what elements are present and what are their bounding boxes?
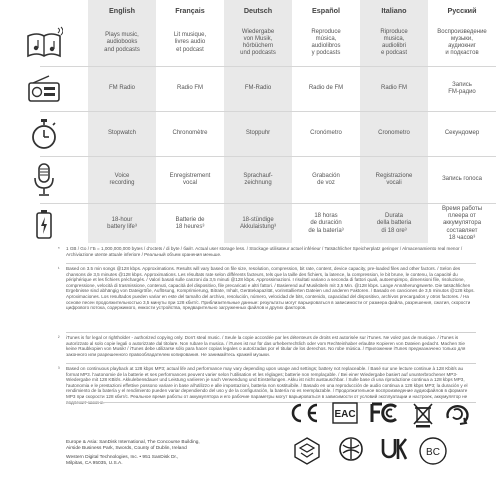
svg-text:BC: BC — [426, 447, 440, 458]
row-stopwatch-italiano: Cronometro — [378, 130, 410, 137]
radio-icon — [0, 67, 88, 111]
row-music-espanol: Reproduce música, audiolibros y podcasts — [311, 28, 341, 57]
row-radio-francais: Radio FM — [176, 85, 203, 92]
row-radio-russian: Запись FM-радио — [448, 81, 476, 95]
row-voice-espanol: Grabación de voz — [312, 172, 340, 186]
row-music-english: Plays music, audiobooks and podcasts — [104, 32, 140, 53]
ce-mark-icon — [288, 402, 320, 424]
row-voice-english: Voice recording — [109, 172, 135, 186]
lang-russian: Русский — [447, 6, 477, 15]
lang-deutsch: Deutsch — [243, 6, 273, 15]
row-battery-russian: Время работы плеера от аккумулятора составляет 18 часов³ — [441, 205, 483, 241]
row-stopwatch-deutsch: Stoppuhr — [245, 130, 271, 137]
bc-mark-icon — [418, 436, 448, 466]
footnote-storage: * 1 GB / Go / ГБ = 1,000,000,000 bytes / d'octets / di byte / байт. Actual user storage less. / Stockage utilisateur actuel inférieur / Tatsächlicher Speicherplatz geringer / Almacenamiento real menor / Archiviazione utente attuale inferiore / Реальный объем хранения меньше. — [58, 246, 463, 257]
music-book-icon — [0, 20, 88, 66]
footnote-divider — [66, 332, 476, 333]
row-battery-espanol: 18 horas de duración de la batería³ — [308, 213, 344, 234]
row-stopwatch-russian: Секундомер — [444, 130, 480, 137]
row-voice-russian: Запись голоса — [442, 176, 482, 183]
recycle-loop-icon — [444, 402, 472, 426]
row-battery-italiano: Durata della batteria di 18 ore³ — [376, 213, 412, 234]
row-voice-deutsch: Sprachauf- zeichnung — [243, 172, 273, 186]
row-music-italiano: Riproduce musica, audiolibri e podcast — [380, 28, 408, 57]
row-music-deutsch: Wiedergabe von Musik, hörbüchern und podcasts — [240, 28, 276, 57]
ppap-mark-icon — [292, 436, 322, 466]
company-address: Europe & Asia: SanDisk International, The Concourse Building, Airside Business Park, Swords, County of Dublin, Ireland Western Digital Technologies, Inc. • 951 SanDisk Dr., Milpitas, CA 95035, U.S.A. — [66, 440, 200, 466]
row-radio-deutsch: FM-Radio — [244, 85, 272, 92]
feature-row-music — [0, 20, 496, 66]
svg-text:EAC: EAC — [334, 409, 356, 420]
row-music-russian: Воспроизведение музыки, аудиокниг и подкастов — [437, 28, 487, 57]
row-radio-italiano: Radio FM — [380, 85, 407, 92]
row-battery-english: 18-hour battery life³ — [107, 216, 137, 230]
green-dot-icon — [338, 436, 364, 462]
fc-mark-icon — [370, 402, 400, 424]
lang-espanol: Español — [312, 6, 340, 15]
lang-francais: Français — [175, 6, 205, 15]
feature-row-voice — [0, 157, 496, 203]
uk-mark-icon — [380, 436, 408, 462]
battery-icon — [0, 204, 88, 244]
microphone-icon — [0, 157, 88, 203]
row-stopwatch-espanol: Cronómetro — [310, 130, 342, 137]
row-stopwatch-english: Stopwatch — [107, 130, 137, 137]
row-battery-francais: Batterie de 18 heures³ — [175, 216, 205, 230]
feature-row-stopwatch — [0, 112, 496, 156]
row-battery-deutsch: 18-stündige Akkulaistung³ — [239, 216, 277, 230]
row-radio-english: FM Radio — [108, 85, 135, 92]
eac-mark-icon — [332, 402, 358, 424]
row-radio-espanol: Radio de FM — [308, 85, 344, 92]
row-stopwatch-francais: Chronomètre — [172, 130, 208, 137]
row-voice-italiano: Registrazione vocali — [375, 172, 413, 186]
feature-row-battery — [0, 204, 496, 244]
stopwatch-icon — [0, 112, 88, 156]
lang-english: English — [109, 6, 135, 15]
footnote-divider — [66, 363, 476, 364]
row-voice-francais: Enregistrement vocal — [169, 172, 211, 186]
footnote-songs: ¹ Based on 3.5 min songs @128 kbps. Approximations. Results will vary based on file size, resolution, compression, bit rate, content, device capacity, pre-loaded files and other factors. / Selon des chansons de 3,5 minutes @128 kbps. Approximations. Les résultats rate selon différents facteurs, tels que la taille des fichiers, la latence, la compression, le bit brune, le contenu, la capacité du périphérique et les fichiers préchargés. / Valori basati sulle canzoni da 3,5 minuti @128 kbps. Approssimazioni. I risultati variano a seconda di fattori quali, autoempimpo, dimensioni file, risoluzione, compressione, velocità di trasmissione, contenuti, capacità del dispositivo, file precaricati e altri fattori. / Basierend auf Musiktiteln mit 3,5 Min. @128 kbps. Lange Annäherungswerte. Die tatsächlichen Ergebnisse sind abhängig von Dateigröße, Auflösung, Komprimierung, Bitrate, Inhalt, Gerätekapazität, vorinstallierten Dateien und anderen Faktoren. / Basado en canciones de 3,5 minutos @128 kbps. Aproximaciones. Los resultados pueden variar en este del tamaño del archivo, resolución, número, velocidad de bits, contenido, capacidad del dispositivo, archivos precargados y otros factores. / На основе песен продолжительностью 3,5 минуты при 128 кбит/с. Приблизительные данные: результаты могут варьироваться в зависимости от размера файла, разрешения, сжатия, скорости цифрового потока, содержимого, емкости устройства, предварительно загруженных файлов и других факторов. — [58, 266, 475, 311]
weee-bin-icon — [412, 402, 434, 428]
feature-row-radio — [0, 67, 496, 111]
row-music-francais: Lit musique, livres audio et podcast — [173, 32, 207, 53]
footnote-battery: ³ Based on continuous playback at 128 kbps MP3; actual life and performance may vary depending upon usage and settings; battery not replaceable. / Basé sur une lecture continue à 128 Kbit/s au format MP3. l'autonomie de la batterie et ses performances peuvent varier selon l'utilisation et les réglages; batterie non remplaçable. / Bei einer Wiedergabe basiert auf ununterbrochener MP3-Wiedergabe mit 128 KBit/s. Akkulebensdauer und Leistung variieren je nach Verwendung und Einstellungen. Akku ist nicht austauschbar. / Sulle base di una riproduzione continua a 128 kbps MP3, l'autonomia e le prestazioni effettive possono variare in base all'utilizzo e alle impostazioni, batteria non sostituibile. / Basado en una reproducción de audio continua a 128 kbps MP3; la duración y el rendimiento de la batería y el rendimiento pueden variar dependiendo del uso y de la configuración, la batería no es reemplazable. / Продолжительное воспроизведение аудиофайлов в формате MP3 при скорости 128 кбит/с. Реальное время работы от аккумулятора и его рабочие параметры могут варьироваться в зависимости от условий эксплуатации и настроек, аккумулятор не подлежит замене. — [58, 366, 468, 405]
footnote-divider — [66, 263, 476, 264]
language-header — [88, 2, 496, 20]
footnote-itunes: ² iTunes is for legal or rightholder - authorized copying only. Don't steal music. / Seule la copie accordée par les détenteurs de droits est autorisée sur iTunes. Ne volez pas de musique. / iTunes is autorizzato al solo copie legali o autorizzate dal titolare. Non rubare la musica. / iTunes ist nur für das urheberrechtlich oder vom Rechteinhaber erlaubte Kopieren von Dateien gedacht. Machen Sie keine Raubkopien von Musik! / iTunes debe utilizarse sólo para hacer copias legales o autorizadas por el titular de los derechos. No robe música. / Приложение iTunes предназначено только для законного или разрешенного правообладателем копирования. Не занимайтесь кражей музыки. — [58, 335, 466, 357]
lang-italiano: Italiano — [381, 6, 407, 15]
